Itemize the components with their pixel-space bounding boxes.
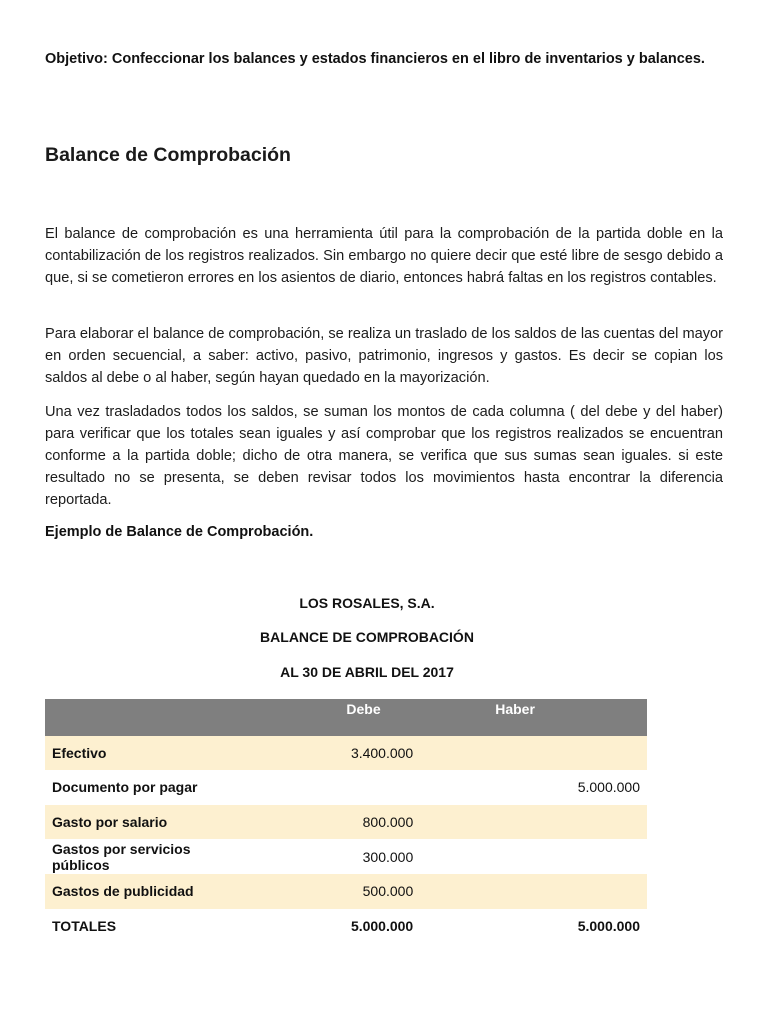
totals-debe: 5.000.000 xyxy=(350,917,414,934)
report-title: BALANCE DE COMPROBACIÓN xyxy=(260,629,474,645)
paragraph-3: Una vez trasladados todos los saldos, se suman los montos de cada columna ( del debe y del haber) para verificar que los totales sean iguales y así comprobar que los registros realizados se encuentran conforme a la partida doble; dicho de otra manera, se verifica que sus sumas sean iguales. si este resultado no se presenta, se deben revisar todos los movimientos hasta encontrar la diferencia reportada. xyxy=(45,404,723,508)
header-haber: Haber xyxy=(495,701,535,717)
totals-haber: 5.000.000 xyxy=(577,917,640,934)
account-name: Documento por pagar xyxy=(52,779,198,796)
header-account xyxy=(45,699,254,736)
account-name: Efectivo xyxy=(52,744,107,761)
debe-value: 500.000 xyxy=(362,883,414,900)
table-row xyxy=(45,770,647,805)
paragraph-2: Para elaborar el balance de comprobación, se realiza un traslado de los saldos de las cuentas del mayor en orden secuencial, a saber: activo, pasivo, patrimonio, ingresos y gastos. Es decir se copian los saldos al debe o al haber, según hayan quedado en la mayorización. xyxy=(45,326,723,386)
paragraph-1: El balance de comprobación es una herramienta útil para la comprobación de la partida doble en la contabilización de los registros realizados. Sin embargo no quiere decir que esté libre de sesgo debido a que, si se cometieron errores en los asientos de diario, entonces habrá faltas en los registros contables. xyxy=(45,226,723,286)
account-name: Gastos por servicios públicos xyxy=(52,840,191,873)
table-row xyxy=(45,736,647,771)
table-row xyxy=(45,805,647,840)
table-row xyxy=(45,839,647,874)
table-row xyxy=(45,874,647,909)
trial-balance-table xyxy=(45,699,647,943)
header-debe: Debe xyxy=(346,701,381,717)
debe-value xyxy=(254,770,420,805)
section-heading: Balance de Comprobación xyxy=(45,144,291,166)
haber-value xyxy=(420,805,647,840)
table-totals-row xyxy=(45,909,647,944)
objective-text: Objetivo: Confeccionar los balances y estados financieros en el libro de inventarios y balances. xyxy=(45,51,705,67)
debe-value: 800.000 xyxy=(362,814,414,831)
example-title: Ejemplo de Balance de Comprobación. xyxy=(45,524,314,540)
debe-value: 3.400.000 xyxy=(350,744,414,761)
totals-label: TOTALES xyxy=(52,917,117,934)
report-date: AL 30 DE ABRIL DEL 2017 xyxy=(280,664,454,680)
report-company: LOS ROSALES, S.A. xyxy=(299,595,435,611)
haber-value xyxy=(420,736,647,771)
table-header-row xyxy=(45,699,647,736)
debe-value: 300.000 xyxy=(362,848,414,865)
account-name: Gastos de publicidad xyxy=(52,883,194,900)
haber-value: 5.000.000 xyxy=(577,779,640,796)
haber-value xyxy=(420,874,647,909)
haber-value xyxy=(420,839,647,874)
account-name: Gasto por salario xyxy=(52,814,168,831)
